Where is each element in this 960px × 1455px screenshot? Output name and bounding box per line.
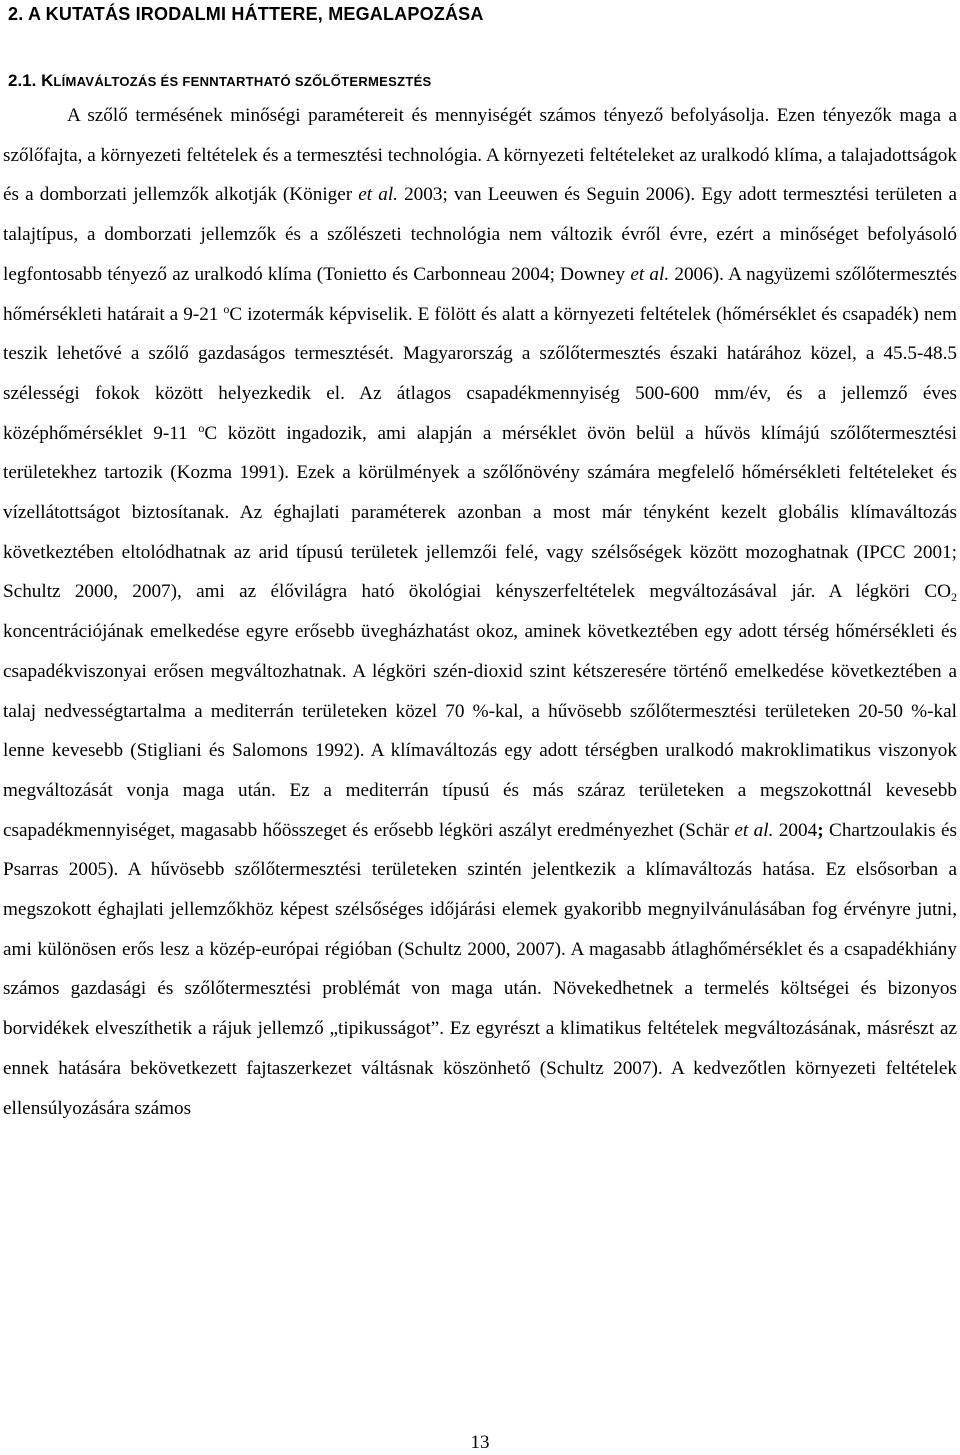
- body-paragraph: [3, 96, 957, 1128]
- text-run: C izotermák képviselik. E fölött és alatt a környezeti feltételek (hőmérséklet és csapadék) nem teszik lehetővé a szőlő gazdaságos termesztését. Magyarország a szőlőtermesztés északi határához közel, a 45.5-48.5 szélességi fokok között helyezkedik el. Az átlagos csapadékmennyiség 500-600 mm/év, és a jellemző éves középhőmérséklet 9-11: [3, 303, 957, 444]
- chapter-heading: 2. A KUTATÁS IRODALMI HÁTTERE, MEGALAPOZÁSA: [8, 4, 484, 24]
- degree-superscript: o: [223, 301, 230, 316]
- bold-semicolon: ;: [817, 819, 824, 841]
- text-run: 2004: [773, 819, 818, 841]
- et-al-citation: et al.: [734, 819, 774, 841]
- page-number: 13: [470, 1432, 490, 1453]
- section-heading: [8, 71, 432, 91]
- text-run: Chartzoulakis és Psarras 2005). A hűvösebb szőlőtermesztési területeken szintén jelentkezik a klímaváltozás hatása. Ez elsősorban a megszokott éghajlati jellemzőkhöz képest szélsőséges időjárási elemek gyakoribb megnyilvánulásában fog érvényre jutni, ami különösen erős lesz a közép-európai régióban (Schultz 2000, 2007). A magasabb átlaghőmérséklet és a csapadékhiány számos gazdasági és szőlőtermesztési problémát von maga után. Növekedhetnek a termelés költségei és bizonyos borvidékek elveszíthetik a rájuk jellemző „tipikusságot”. Ez egyrészt a klimatikus feltételek megváltozásának, másrészt az ennek hatására bekövetkezett fajtaszerkezet váltásnak köszönhető (Schultz 2007). A kedvezőtlen környezeti feltételek ellensúlyozására számos: [3, 819, 958, 1119]
- text-run: C között ingadozik, ami alapján a mérséklet övön belül a hűvös klímájú szőlőtermesztési területekhez tartozik (Kozma 1991). Ezek a körülmények a szőlőnövény számára megfelelő hőmérsékleti feltételeket és vízellátottságot biztosítanak. Az éghajlati paraméterek azonban a most már tényként kezelt globális klímaváltozás következtében eltolódhatnak az arid típusú területek jellemzői felé, vagy szélsőségek között mozoghatnak (IPCC 2001; Schultz 2000, 2007), ami az élővilágra ható ökológiai kényszerfeltételek megváltozásával jár. A légköri CO: [3, 422, 957, 603]
- section-number: 2.1.: [8, 71, 37, 90]
- section-title-initial: K: [41, 71, 54, 90]
- text-run: 2006). A nagyüzemi szőlőtermesztés hőmérsékleti határait a 9-21: [3, 263, 957, 325]
- text-run: A szőlő termésének minőségi paramétereit és mennyiségét számos tényező befolyásolja. Ezen tényezők maga a szőlőfajta, a környezeti feltételek és a termesztési technológia. A környezeti feltételeket az uralkodó klíma, a talajadottságok és a domborzati jellemzők alkotják (Königer: [3, 105, 957, 206]
- et-al-citation: et al.: [630, 263, 670, 285]
- et-al-citation: et al.: [358, 184, 398, 206]
- section-title-smallcaps: LÍMAVÁLTOZÁS ÉS FENNTARTHATÓ SZŐLŐTERMESZTÉS: [53, 74, 432, 89]
- text-run: 2003; van Leeuwen és Seguin 2006). Egy adott termesztési területen a talajtípus, a domborzati jellemzők és a szőlészeti technológia nem változik évről évre, ezért a minőséget befolyásoló legfontosabb tényező az uralkodó klíma (Tonietto és Carbonneau 2004; Downey: [3, 184, 957, 285]
- degree-superscript: o: [198, 420, 205, 435]
- co2-subscript: 2: [951, 590, 957, 605]
- text-run: koncentrációjának emelkedése egyre erősebb üvegházhatást okoz, aminek következtében egy adott térség hőmérsékleti és csapadékviszonyai erősen megváltozhatnak. A légköri szén-dioxid szint kétszeresére történő emelkedése következtében a talaj nedvességtartalma a mediterrán területeken közel 70 %-kal, a hűvösebb szőlőtermesztési területeken 20-50 %-kal lenne kevesebb (Stigliani és Salomons 1992). A klímaváltozás egy adott térségben uralkodó makroklimatikus viszonyok megváltozását vonja maga után. Ez a mediterrán típusú és más száraz területeken a megszokottnál kevesebb csapadékmennyiséget, magasabb hőösszeget és erősebb légköri aszályt eredményezhet (Schär: [3, 621, 957, 841]
